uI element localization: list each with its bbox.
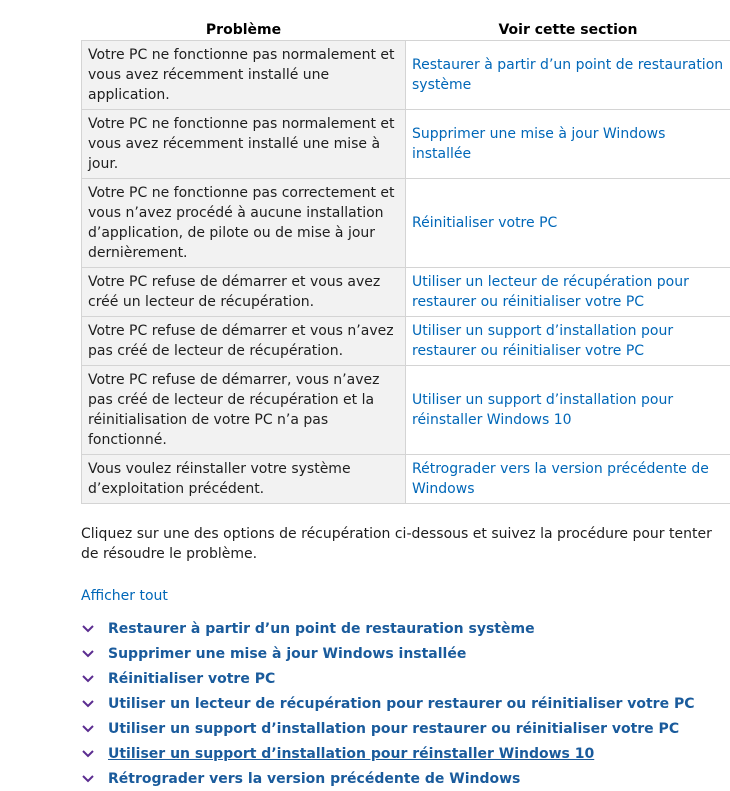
- section-link[interactable]: Utiliser un support d’installation pour restaurer ou réinitialiser votre PC: [412, 323, 673, 359]
- section-link[interactable]: Utiliser un support d’installation pour réinstaller Windows 10: [412, 392, 673, 428]
- section-cell: [406, 317, 730, 366]
- problem-cell: Votre PC refuse de démarrer, vous n’avez pas créé de lecteur de récupération et la réinitialisation de votre PC n’a pas fonctionné.: [82, 366, 406, 455]
- accordion-item-label: Réinitialiser votre PC: [108, 671, 275, 687]
- section-link[interactable]: Réinitialiser votre PC: [412, 215, 557, 231]
- table-row: [82, 317, 730, 366]
- table-row: [82, 268, 730, 317]
- chevron-down-icon: [81, 622, 95, 636]
- table-row: [82, 366, 730, 455]
- section-link[interactable]: Utiliser un lecteur de récupération pour restaurer ou réinitialiser votre PC: [412, 274, 689, 310]
- accordion-item-label: Utiliser un lecteur de récupération pour restaurer ou réinitialiser votre PC: [108, 696, 694, 712]
- problem-cell: Vous voulez réinstaller votre système d’exploitation précédent.: [82, 455, 406, 504]
- table-header-row: [82, 18, 730, 41]
- accordion-item-label: Restaurer à partir d’un point de restauration système: [108, 621, 535, 637]
- section-cell: [406, 110, 730, 179]
- accordion-item-label: Supprimer une mise à jour Windows installée: [108, 646, 466, 662]
- accordion-item[interactable]: [81, 691, 730, 716]
- chevron-down-icon: [81, 647, 95, 661]
- accordion-item[interactable]: [81, 616, 730, 641]
- problem-cell: Votre PC ne fonctionne pas normalement et vous avez récemment installé une application.: [82, 41, 406, 110]
- table-row: [82, 41, 730, 110]
- problem-cell: Votre PC ne fonctionne pas correctement et vous n’avez procédé à aucune installation d’application, de pilote ou de mise à jour dernièrement.: [82, 179, 406, 268]
- section-cell: [406, 366, 730, 455]
- recovery-table: [81, 18, 730, 504]
- accordion-item-label: Utiliser un support d’installation pour réinstaller Windows 10: [108, 746, 594, 762]
- accordion-item[interactable]: [81, 741, 730, 766]
- problem-cell: Votre PC ne fonctionne pas normalement et vous avez récemment installé une mise à jour.: [82, 110, 406, 179]
- chevron-down-icon: [81, 672, 95, 686]
- section-link[interactable]: Rétrograder vers la version précédente de Windows: [412, 461, 709, 497]
- accordion-item[interactable]: [81, 666, 730, 691]
- section-cell: [406, 455, 730, 504]
- accordion-item-label: Utiliser un support d’installation pour restaurer ou réinitialiser votre PC: [108, 721, 679, 737]
- chevron-down-icon: [81, 747, 95, 761]
- section-link[interactable]: Supprimer une mise à jour Windows installée: [412, 126, 665, 162]
- chevron-down-icon: [81, 697, 95, 711]
- section-cell: [406, 179, 730, 268]
- section-link[interactable]: Restaurer à partir d’un point de restauration système: [412, 57, 723, 93]
- intro-text: Cliquez sur une des options de récupération ci-dessous et suivez la procédure pour tenter de résoudre le problème.: [81, 524, 721, 564]
- accordion-item[interactable]: [81, 716, 730, 741]
- accordion-item[interactable]: [81, 766, 730, 791]
- recovery-options-accordion: [81, 616, 730, 791]
- chevron-down-icon: [81, 772, 95, 786]
- chevron-down-icon: [81, 722, 95, 736]
- section-cell: [406, 41, 730, 110]
- table-row: [82, 179, 730, 268]
- problem-cell: Votre PC refuse de démarrer et vous avez créé un lecteur de récupération.: [82, 268, 406, 317]
- table-row: [82, 110, 730, 179]
- accordion-item-label: Rétrograder vers la version précédente de Windows: [108, 771, 520, 787]
- column-header-section: Voir cette section: [406, 18, 730, 41]
- section-cell: [406, 268, 730, 317]
- content-area: [81, 0, 730, 791]
- show-all-link[interactable]: Afficher tout: [81, 588, 730, 604]
- problem-cell: Votre PC refuse de démarrer et vous n’avez pas créé de lecteur de récupération.: [82, 317, 406, 366]
- accordion-item[interactable]: [81, 641, 730, 666]
- table-row: [82, 455, 730, 504]
- column-header-problem: Problème: [82, 18, 406, 41]
